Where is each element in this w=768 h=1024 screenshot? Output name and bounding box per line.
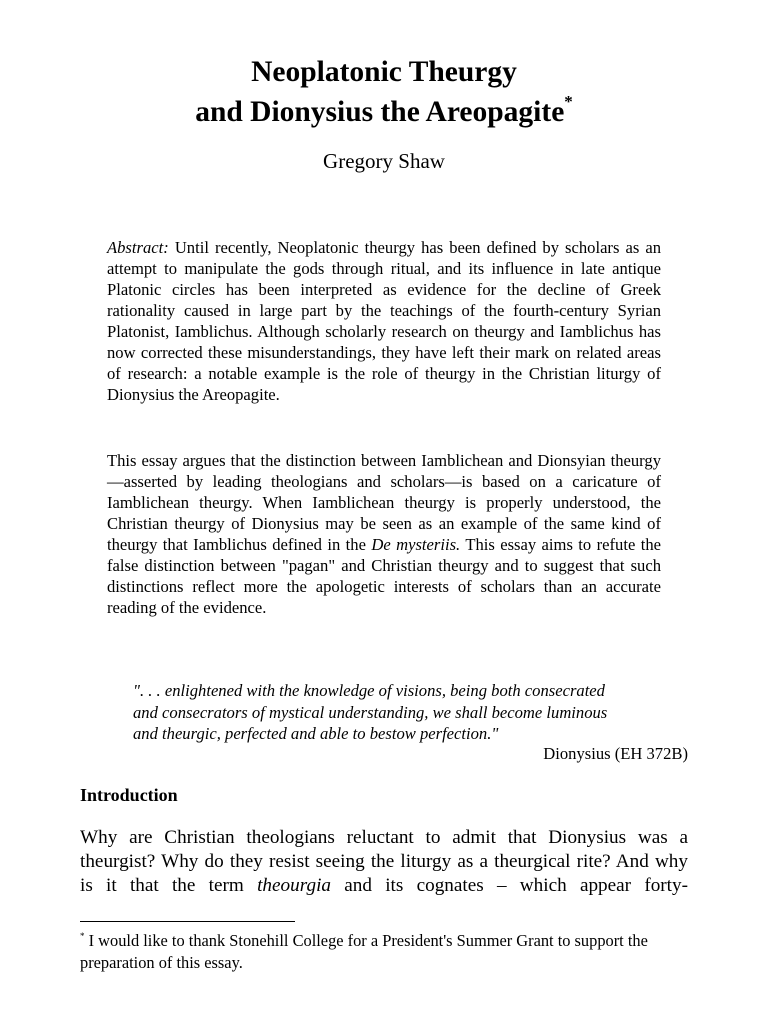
intro-paragraph <box>80 826 688 898</box>
title-footnote-marker[interactable]: * <box>564 92 573 111</box>
abstract-label: Abstract: <box>107 238 169 257</box>
footnote-text: I would like to thank Stonehill College for a President's Summer Grant to support the preparation of this essay. <box>80 931 648 972</box>
title-line-1: Neoplatonic Theurgy <box>251 56 517 88</box>
epigraph-attribution: Dionysius (EH 372B) <box>543 744 688 763</box>
abstract-text-2b: This essay aims to refute the false distinction between "pagan" and Christian theurgy and to suggest that such distinctions reflect more the apologetic interests of scholars than an accurate reading of the evidence. <box>107 535 661 617</box>
author-name: Gregory Shaw <box>323 149 445 173</box>
footnote-divider <box>80 921 295 922</box>
abstract-paragraph-2 <box>107 450 661 618</box>
intro-text-b: and its cognates – which appear forty- <box>344 875 689 896</box>
epigraph-line-1: ". . . enlightened with the knowledge of visions, being both consecrated <box>133 681 605 700</box>
abstract-text-2a: This essay argues that the distinction between Iamblichean and Dionsyian theurgy—asserted by leading theologians and scholars—is based on a caricature of Iamblichean theurgy. When Iamblichean theurgy is properly understood, the Christian theurgy of Dionysius may be seen as an example of the same kind of theurgy that Iamblichus defined in the <box>107 451 661 554</box>
title-line-2-text: and Dionysius the Areopagite <box>195 96 565 128</box>
footnote-marker: * <box>80 931 85 941</box>
paper-title <box>0 52 768 132</box>
section-heading: Introduction <box>80 785 178 805</box>
footnote <box>80 930 690 974</box>
epigraph-quote <box>133 680 688 745</box>
abstract-text-1: Until recently, Neoplatonic theurgy has been defined by scholars as an attempt to manipulate the gods through ritual, and its influence in late antique Platonic circles has been interpreted as evidence for the decline of Greek rationality caused in large part by the teachings of the fourth-century Syrian Platonist, Iamblichus. Although scholarly research on theurgy and Iamblichus has now corrected these misunderstandings, they have left their mark on related areas of research: a notable example is the role of theurgy in the Christian liturgy of Dionysius the Areopagite. <box>107 238 661 404</box>
intro-text-a: Why are Christian theologians reluctant to admit that Dionysius was a theurgist? Why do they resist seeing the liturgy as a theurgical rite? And why is it that the term <box>80 827 688 896</box>
epigraph-line-2: and consecrators of mystical understanding, we shall become luminous <box>133 702 608 722</box>
abstract-text-2-title: De mysteriis. <box>371 535 461 554</box>
abstract-paragraph-1 <box>107 237 661 405</box>
intro-term: theourgia <box>257 875 331 896</box>
epigraph-line-3: and theurgic, perfected and able to bestow perfection." <box>133 724 499 743</box>
title-line-2 <box>0 92 768 132</box>
